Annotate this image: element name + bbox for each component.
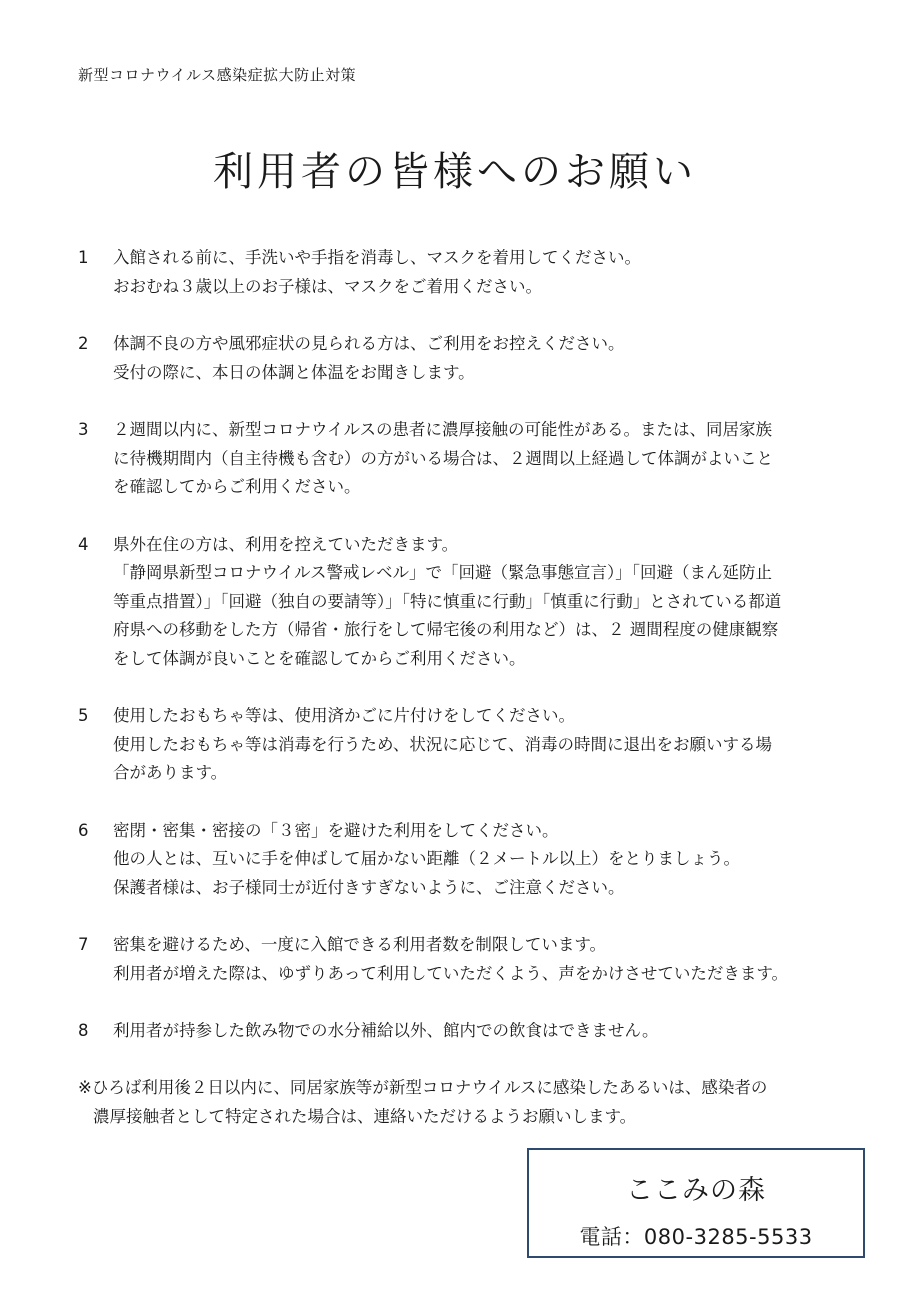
list-item [78,817,830,903]
page-title: 利用者の皆様へのお願い [213,149,697,195]
item-line: 使用したおもちゃ等は、使用済かごに片付けをしてください。 [113,706,575,725]
list-item [78,244,830,301]
facility-name: ここみの森 [626,1175,766,1206]
item-number: 5 [78,706,89,725]
item-line: 密閉・密集・密接の「３密」を避けた利用をしてください。 [113,820,559,840]
item-line: 利用者が持参した飲み物での水分補給以外、館内での飲食はできません。 [113,1021,659,1040]
item-text [113,416,830,502]
item-text [113,330,830,387]
item-line: に待機期間内（自主待機も含む）の方がいる場合は、２週間以上経過して体調がよいこと [113,448,773,468]
item-number: 4 [78,534,89,554]
item-line: ２週間以内に、新型コロナウイルスの患者に濃厚接触の可能性がある。または、同居家族 [113,420,773,439]
list-item [78,931,830,988]
item-line: 利用者が増えた際は、ゆずりあって利用していただくよう、声をかけさせていただきます。 [113,963,789,983]
item-number: 3 [78,420,89,439]
item-line: 合があります。 [113,763,228,782]
item-number: 2 [78,334,89,353]
item-text [113,931,830,988]
item-line: 入館される前に、手洗いや手指を消毒し、マスクを着用してください。 [113,248,641,267]
list-item [78,416,830,502]
footnote-line: 濃厚接触者として特定された場合は、連絡いただけるようお願いします。 [93,1106,637,1126]
item-line: 保護者様は、お子様同士が近付きすぎないように、ご注意ください。 [113,877,625,897]
item-line: 県外在住の方は、利用を控えていただきます。 [113,534,459,554]
item-text [113,244,830,301]
contact-box [527,1148,865,1258]
item-line: 密集を避けるため、一度に入館できる利用者数を制限しています。 [113,935,607,954]
footnote-line: ※ひろば利用後２日以内に、同居家族等が新型コロナウイルスに感染したあるいは、感染者の [78,1078,768,1097]
list-item [78,531,830,674]
item-number: 1 [78,248,89,267]
item-line: 等重点措置）」「回避（独自の要請等）」「特に慎重に行動」「慎重に行動」とされている都道 [113,591,782,611]
list-item [78,1017,830,1046]
item-line: 府県への移動をした方（帰省・旅行をして帰宅後の利用など）は、２ 週間程度の健康観察 [113,620,779,639]
item-number: 6 [78,820,89,840]
request-list [78,244,830,1075]
item-text [113,1017,830,1046]
item-text [113,531,830,674]
item-line: 受付の際に、本日の体調と体温をお聞きします。 [113,362,475,382]
phone-number: 電話：080-3285-5533 [579,1225,813,1249]
item-line: をして体調が良いことを確認してからご利用ください。 [113,648,526,668]
item-line: 体調不良の方や風邪症状の見られる方は、ご利用をお控えください。 [113,334,625,353]
header-note: 新型コロナウイルス感染症拡大防止対策 [78,66,357,84]
item-line: 他の人とは、互いに手を伸ばして届かない距離（２メートル以上）をとりましょう。 [113,849,740,868]
item-line: おおむね３歳以上のお子様は、マスクをご着用ください。 [113,276,542,296]
item-line: 使用したおもちゃ等は消毒を行うため、状況に応じて、消毒の時間に退出をお願いする場 [113,734,773,754]
item-number: 8 [78,1021,89,1040]
list-item [78,330,830,387]
item-text [113,702,830,788]
list-item [78,702,830,788]
item-number: 7 [78,935,89,954]
item-line: を確認してからご利用ください。 [113,477,361,496]
item-text [113,817,830,903]
item-line: 「静岡県新型コロナウイルス警戒レベル」で「回避（緊急事態宣言）」「回避（まん延防止 [113,563,773,582]
footnote [78,1074,838,1131]
